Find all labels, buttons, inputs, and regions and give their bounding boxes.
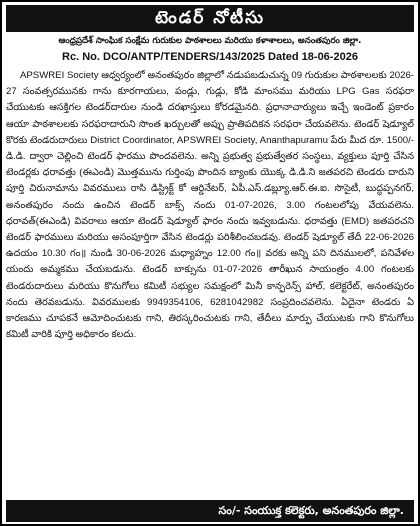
notice-body bbox=[6, 68, 414, 468]
organization-name: ఆంధ్రప్రదేశ్ సాంఘిక సంక్షేమ గురుకుల పాఠశాలలు మరియు కళాశాలలు, అనంతపురం జిల్లా. bbox=[58, 36, 362, 46]
notice-body-paragraph: APSWREI Society ఆధ్వర్యంలో అనంతపురం జిల్లాలో నడుపబడుచున్న 09 గురుకుల పాఠశాలలకు 2026-27 సంవత్సరమునకు గాను కూరగాయలు, పండ్లు, గుడ్లు, కోడి మాంసము మరియు LPG Gas సరఫరా చేయుటకు ఆసక్తిగల టెండర్‌దారుల నుండి దరఖాస్తులు కోరడమైనది. ప్రధానాచార్యులు ఇచ్చే ఇండెంట్ ప్రకారం ఆయా పాఠశాలలకు సరఫరాదారుని సొంత ఖర్చులతో అప్పు ప్రాతిపదికన సరఫరా చేయవలెను. టెండర్ షెడ్యూల్ కొరకు టెండరుదారులు District Coordinator, APSWREI Society, Ananthapuramu పేరు మీద రూ. 1500/- డి.డి. ద్వారా చెల్లించి టెండర్ ఫారము పొందవలెను. అన్ని ప్రభుత్వ ప్రభుత్వేతర సంస్థలు, వ్యక్తులు పూర్తి చేసిన టెండర్లకు ధరావత్తు (ఈఎండి) మొత్తమును గుర్తింపు పొందిన బ్యాంకు యొక్క డి.డి.ని జతపరచి టెండరు దారుని పూర్తి చిరునామాను వివరములు రాసి డిస్ట్రిక్ట్ కో ఆర్డినేటర్, ఏపీ.ఎస్.డబ్ల్యూ.ఆర్.ఈ.ఐ. సొసైటీ, బుద్ధప్పనగర్, అనంతపురం నందు ఉంచిన టెండర్ బాక్స్ నందు 01-07-2026, 3.00 గంటలలోపు వేయవలెను. ధరావత్(ఈఎండి) వివరాలు ఆయా టెండర్ షెడ్యూల్ ఫారం నందు ఇవ్వబడును. ధరావత్తు (EMD) జతపరచని టెండర్ ఫారములు మరియు అసంపూర్తిగా వేసిన టెండర్లు పరిశీలించబడవు. టెండర్ షెడ్యూల్ తేదీ 22-06-2026 ఉదయం 10.30 గం॥ నుండి 30-06-2026 మధ్యాహ్నం 12.00 గం॥ వరకు అన్ని పని దినములలో, పనివేళల యందు అమ్మకము చేయబడును. టెండర్ బాక్సును 01-07-2026 తారీఖున సాయంత్రం 4.00 గంటలకు టెండరుదారులు మరియు కొనుగోలు కమిటీ సభ్యుల సమక్షంలో మినీ కాన్ఫరెన్స్ హాల్, కలెక్టరేట్, అనంతపురం నందు తెరవబడును. వివరములకు 9949354106, 6281042982 సంప్రదించవలెను. ఏదైనా టెండరు ఏ కారణము చూపకనే ఆమోదించుటకు గాని, తిరస్కరించుటకు గాని, తేదీలు మార్పు చేయుటకు గాని కొనుగోలు కమిటీ వారికి పూర్తి అధికారం కలదు. bbox=[6, 70, 414, 341]
notice-title: టెండర్ నోటీసు bbox=[6, 5, 414, 32]
signature-line: సం/- సంయుక్త కలెక్టరు, అనంతపురం జిల్లా. bbox=[6, 500, 414, 522]
reference-number: Rc. No. DCO/ANTP/TENDERS/143/2025 Dated 18-06-2026 bbox=[62, 51, 358, 63]
